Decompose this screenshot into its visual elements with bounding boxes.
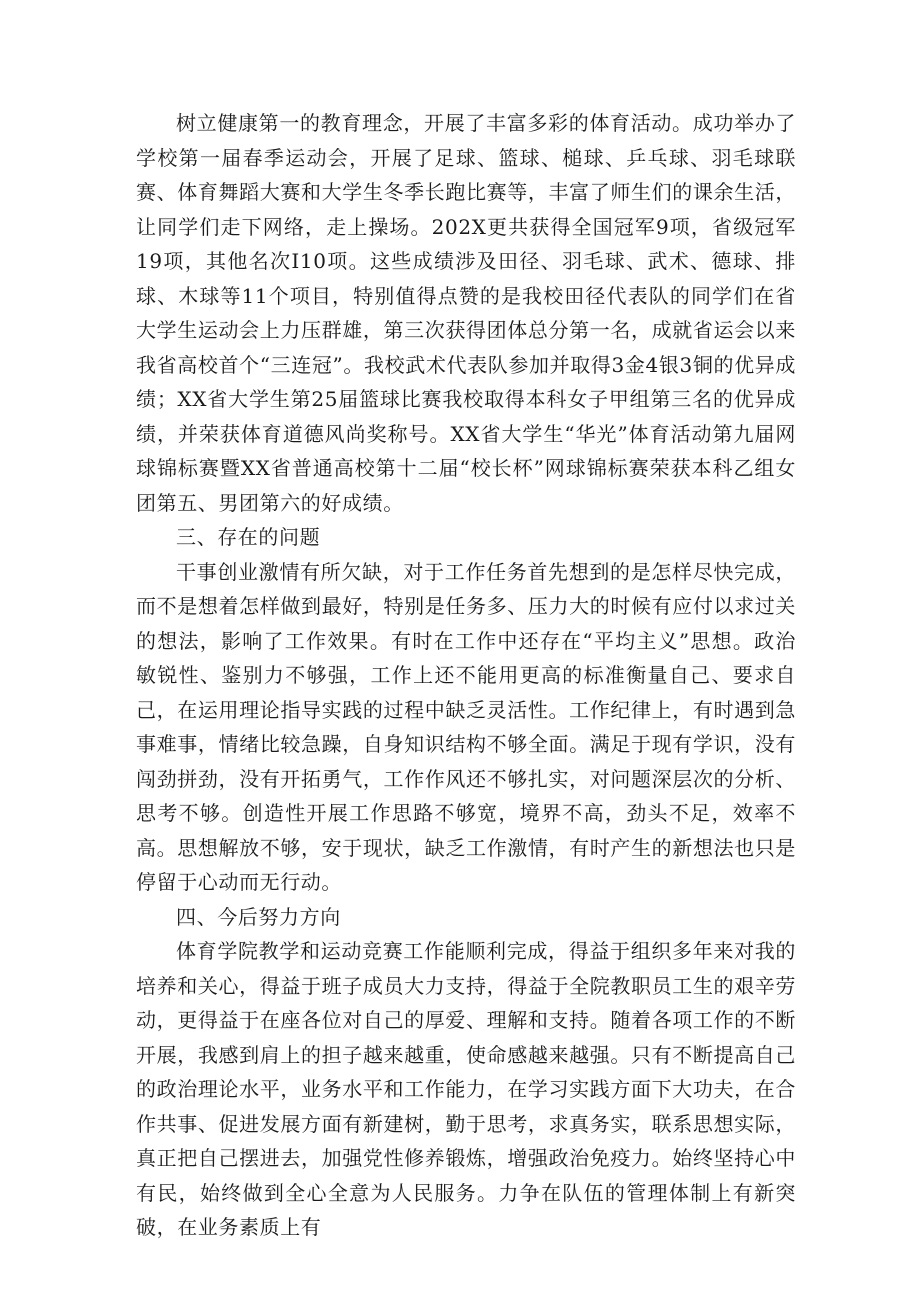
section-heading-problems: 三、存在的问题 [176,525,321,549]
document-page [136,106,796,1245]
paragraph-problems: 干事创业激情有所欠缺，对于工作任务首先想到的是怎样尽快完成，而不是想着怎样做到最好，特别是任务多、压力大的时候有应付以求过关的想法，影响了工作效果。有时在工作中还存在“平均主义”思想。政治敏锐性、鉴别力不够强，工作上还不能用更高的标准衡量自己、要求自己，在运用理论指导实践的过程中缺乏灵活性。工作纪律上，有时遇到急事难事，情绪比较急躁，自身知识结构不够全面。满足于现有学识，没有闯劲拼劲，没有开拓勇气，工作作风还不够扎实，对问题深层次的分析、思考不够。创造性开展工作思路不够宽，境界不高，劲头不足，效率不高。思想解放不够，安于现状，缺乏工作激情，有时产生的新想法也只是停留于心动而无行动。 [136,559,796,894]
paragraph-future-direction: 体育学院教学和运动竞赛工作能顺利完成，得益于组织多年来对我的培养和关心，得益于班子成员大力支持，得益于全院教职员工生的艰辛劳动，更得益于在座各位对自己的厚爱、理解和支持。随着各项工作的不断开展，我感到肩上的担子越来越重，使命感越来越强。只有不断提高自己的政治理论水平，业务水平和工作能力，在学习实践方面下大功夫，在合作共事、促进发展方面有新建树，勤于思考，求真务实，联系思想实际，真正把自己摆进去，加强党性修养锻炼，增强政治免疫力。始终坚持心中有民，始终做到全心全意为人民服务。力争在队伍的管理体制上有新突破，在业务素质上有 [136,939,796,1239]
section-heading-future-direction: 四、今后努力方向 [176,904,341,929]
paragraph-achievements: 树立健康第一的教育理念，开展了丰富多彩的体育活动。成功举办了学校第一届春季运动会，开展了足球、篮球、槌球、乒乓球、羽毛球联赛、体育舞蹈大赛和大学生冬季长跑比赛等，丰富了师生们的课余生活，让同学们走下网络，走上操场。202X更共获得全国冠军9项，省级冠军19项，其他名次I10项。这些成绩涉及田径、羽毛球、武术、德球、排球、木球等11个项目，特别值得点赞的是我校田径代表队的同学们在省大学生运动会上力压群雄，第三次获得团体总分第一名，成就省运会以来我省高校首个“三连冠”。我校武术代表队参加并取得3金4银3铜的优异成绩；XX省大学生第25届篮球比赛我校取得本科女子甲组第三名的优异成绩，并荣获体育道德风尚奖称号。XX省大学生“华光”体育活动第九届网球锦标赛暨XX省普通高校第十二届“校长杯”网球锦标赛荣获本科乙组女团第五、男团第六的好成绩。 [136,111,796,515]
